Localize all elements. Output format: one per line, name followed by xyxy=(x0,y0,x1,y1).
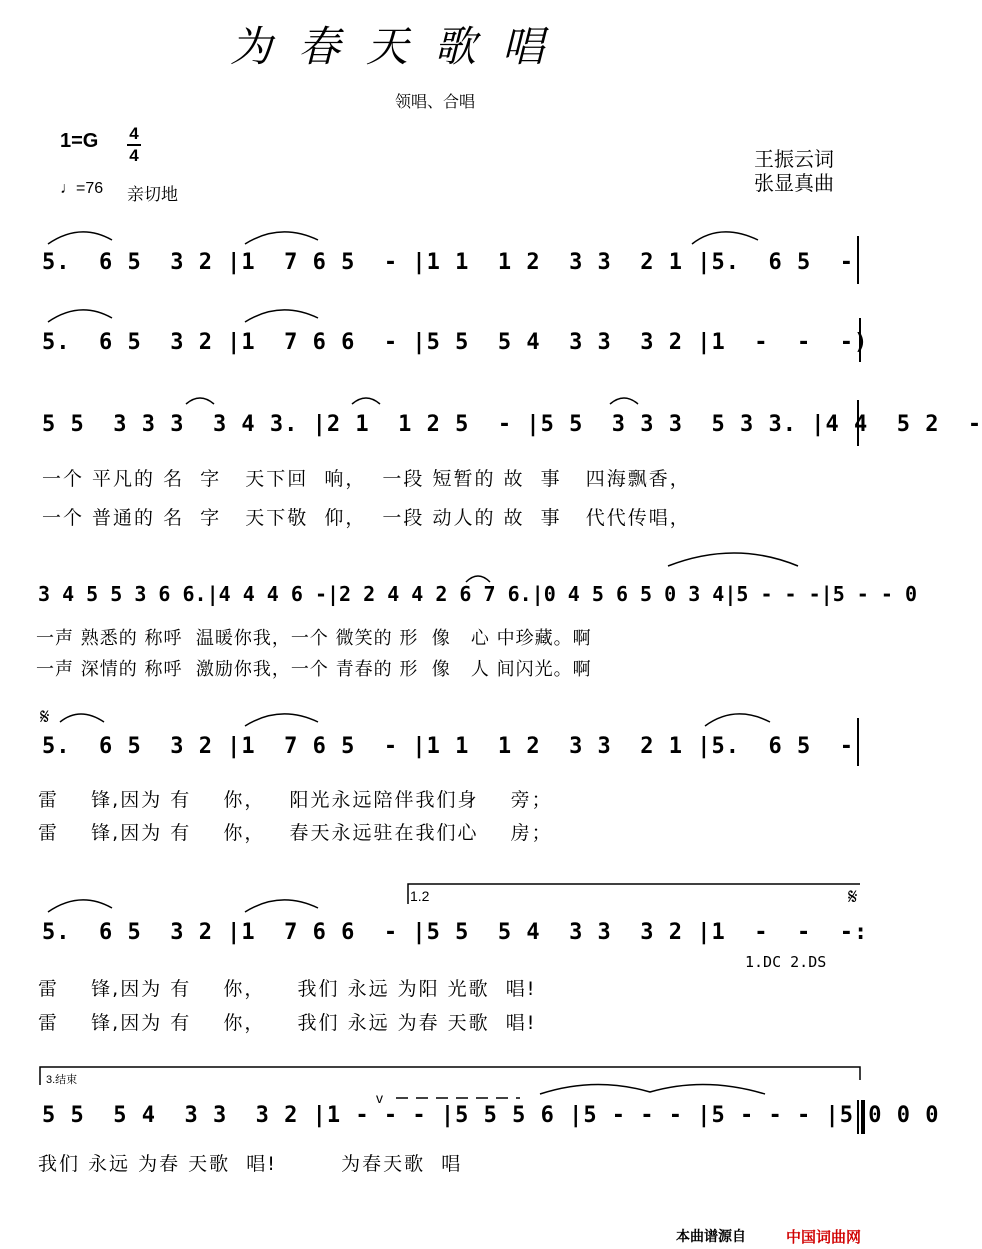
lyrics-row-4-verse-2: 一声 深情的 称呼 激励你我，一个 青春的 形 像 人 间闪光。啊 xyxy=(36,659,592,680)
page-title: 为春天歌唱 xyxy=(230,22,571,71)
lyrics-row-3-verse-1: 一个 平凡的 名 字 天下回 响， 一段 短暂的 故 事 四海飘香， xyxy=(42,468,691,490)
subtitle: 领唱、合唱 xyxy=(395,94,476,111)
tempo-mark: ♩=76 xyxy=(60,180,104,197)
score-row-5: 5. 6 5 3 2 |1 7 6 5 - |1 1 1 2 3 3 2 1 |5. 6 5 - xyxy=(42,734,854,759)
footer-brand[interactable]: 中国词曲网 xyxy=(786,1229,862,1246)
key-signature: 1=G xyxy=(60,130,99,152)
breath-mark: v xyxy=(376,1090,383,1106)
score-row-7: 5 5 5 4 3 3 3 2 |1 - - - |5 5 5 6 |5 - - - |5 - - - |5 0 0 0 xyxy=(42,1103,940,1128)
score-row-3: 5 5 3 3 3 3 4 3. |2 1 1 2 5 - |5 5 3 3 3 5 3 3. |4 4 5 2 - xyxy=(42,412,982,437)
score-row-1: 5. 6 5 3 2 |1 7 6 5 - |1 1 1 2 3 3 2 1 |5. 6 5 - xyxy=(42,250,854,275)
lyrics-row-6-verse-1: 雷 锋,因为 有 你， 我们 永远 为阳 光歌 唱! xyxy=(38,978,537,1000)
footer-source: 本曲谱源自 xyxy=(676,1228,746,1244)
segno-sign-end: 𝄋 xyxy=(848,884,858,909)
score-row-4: 3 4 5 5 3 6 6.|4 4 4 6 -|2 2 4 4 2 6 7 6.|0 4 5 6 5 0 3 4|5 - - -|5 - - 0 xyxy=(38,582,917,606)
score-row-2: 5. 6 5 3 2 |1 7 6 6 - |5 5 5 4 3 3 3 2 |1 - - -) xyxy=(42,330,869,355)
lyricist-credit: 王振云词 xyxy=(754,149,834,171)
lyrics-row-5-verse-1: 雷 锋,因为 有 你， 阳光永远陪伴我们身 旁； xyxy=(38,789,553,811)
lyrics-row-4-verse-1: 一声 熟悉的 称呼 温暖你我，一个 微笑的 形 像 心 中珍藏。啊 xyxy=(36,628,592,649)
composer-credit: 张显真曲 xyxy=(754,173,834,195)
volta-1-2-label: 1.2 xyxy=(410,888,430,904)
meter-bottom: 4 xyxy=(129,146,139,165)
meter-top: 4 xyxy=(129,124,139,143)
dc-ds-instruction: 1.DC 2.DS xyxy=(745,953,827,971)
mood-mark: 亲切地 xyxy=(127,185,178,204)
lyrics-row-3-verse-2: 一个 普通的 名 字 天下敬 仰， 一段 动人的 故 事 代代传唱， xyxy=(42,507,691,529)
lyrics-row-5-verse-2: 雷 锋,因为 有 你， 春天永远驻在我们心 房； xyxy=(38,822,553,844)
score-row-6: 5. 6 5 3 2 |1 7 6 6 - |5 5 5 4 3 3 3 2 |1 - - -: xyxy=(42,920,869,945)
volta-3-label: 3.结束 xyxy=(46,1074,78,1086)
segno-sign: 𝄋 xyxy=(40,704,50,729)
lyrics-row-7: 我们 永远 为春 天歌 唱! 为春天歌 唱 xyxy=(38,1153,463,1175)
lyrics-row-6-verse-2: 雷 锋,因为 有 你， 我们 永远 为春 天歌 唱! xyxy=(38,1012,537,1034)
